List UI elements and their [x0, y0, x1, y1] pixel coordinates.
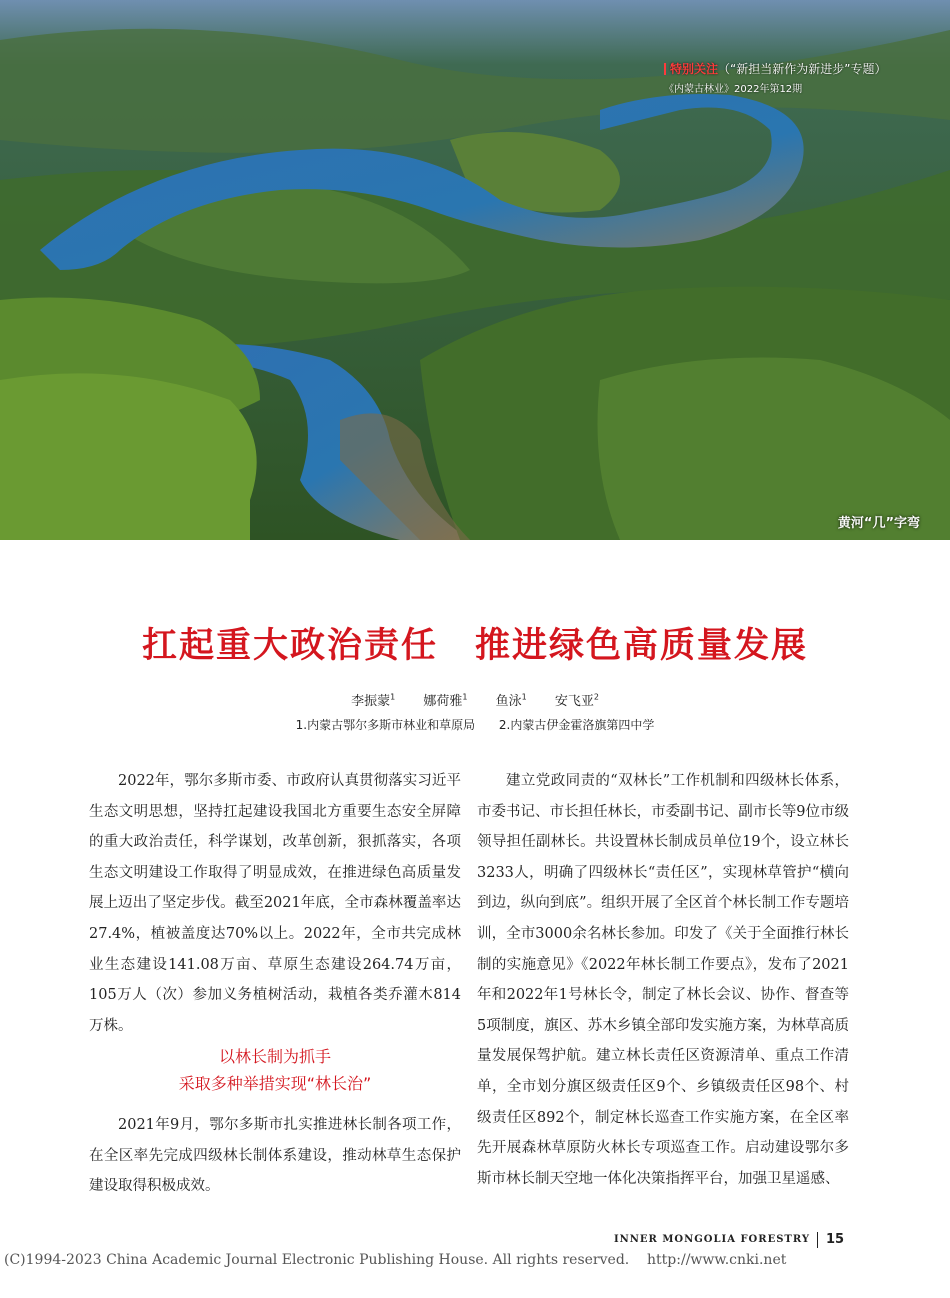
- magazine-name: INNER MONGOLIA FORESTRY: [613, 1234, 810, 1245]
- paragraph: 建立党政同责的“双林长”工作机制和四级林长体系，市委书记、市长担任林长，市委副书记、副市长等9位市级领导担任副林长。共设置林长制成员单位19个，设立林长3233人，明确了四级林长“责任区”，实现林草管护“横向到边，纵向到底”。组织开展了全区首个林长制工作专题培训，全市3000余名林长参加。印发了《关于全面推行林长制的实施意见》《2022年林长制工作要点》，发布了2021年和2022年1号林长令，制定了林长会议、协作、督查等5项制度，旗区、苏木乡镇全部印发实施方案，为林草高质量发展保驾护航。建立林长责任区资源清单、重点工作清单，全市划分旗区级责任区9个、乡镇级责任区98个、村级责任区892个，制定林长巡查工作实施方案，在全区率先开展森林草原防火林长专项巡查工作。启动建设鄂尔多斯市林长制天空地一体化决策指挥平台，加强卫星遥感、: [477, 773, 849, 1187]
- section-heading-line: 采取多种举措实现“林长治”: [178, 1074, 372, 1093]
- copyright-notice: (C)1994-2023 China Academic Journal Electronic Publishing House. All rights reserved. http://www.cnki.net: [4, 1252, 787, 1268]
- section-heading: [89, 1043, 461, 1097]
- photo-caption: 黄河“几”字弯: [837, 516, 920, 531]
- feature-tag: [664, 60, 886, 77]
- tag-bar: [664, 63, 666, 75]
- hero-photo: [0, 0, 950, 540]
- author: 安飞亚$^2$: [554, 692, 599, 709]
- affiliations: [0, 716, 950, 733]
- author: 娜荷雅$^1$: [423, 692, 468, 709]
- yellow-river-landscape-image: [0, 0, 950, 540]
- left-column-body-2: [89, 1110, 461, 1202]
- left-column-body: [89, 766, 461, 1041]
- feature-tag-highlight: 特别关注: [670, 62, 719, 76]
- affiliation: 1.内蒙古鄂尔多斯市林业和草原局: [295, 718, 476, 732]
- article-title: 扛起重大政治责任 推进绿色高质量发展: [141, 625, 808, 666]
- section-heading-line: 以林长制为抓手: [218, 1047, 331, 1066]
- page-number: 15: [826, 1232, 845, 1247]
- paragraph: 2022年，鄂尔多斯市委、市政府认真贯彻落实习近平生态文明思想，坚持扛起建设我国北方重要生态安全屏障的重大政治责任，科学谋划，改革创新，狠抓落实，各项生态文明建设工作取得了明显成效，在推进绿色高质量发展上迈出了坚定步伐。截至2021年底，全市森林覆盖率达27.4%，植被盖度达70%以上。2022年，全市共完成林业生态建设141.08万亩、草原生态建设264.74万亩，105万人（次）参加义务植树活动，栽植各类乔灌木814万株。: [89, 773, 461, 1034]
- right-column-body: [477, 766, 849, 1194]
- footer-divider: [817, 1232, 818, 1248]
- paragraph: 2021年9月，鄂尔多斯市扎实推进林长制各项工作，在全区率先完成四级林长制体系建设，推动林草生态保护建设取得积极成效。: [89, 1117, 461, 1195]
- issue-info: 《内蒙古林业》2022年第12期: [664, 84, 803, 95]
- author: 李振蒙$^1$: [351, 692, 396, 709]
- author: 鱼泳$^1$: [495, 692, 527, 709]
- feature-tag-text: （“新担当新作为新进步”专题）: [718, 62, 887, 76]
- affiliation: 2.内蒙古伊金霍洛旗第四中学: [498, 718, 655, 732]
- author-list: [0, 690, 950, 709]
